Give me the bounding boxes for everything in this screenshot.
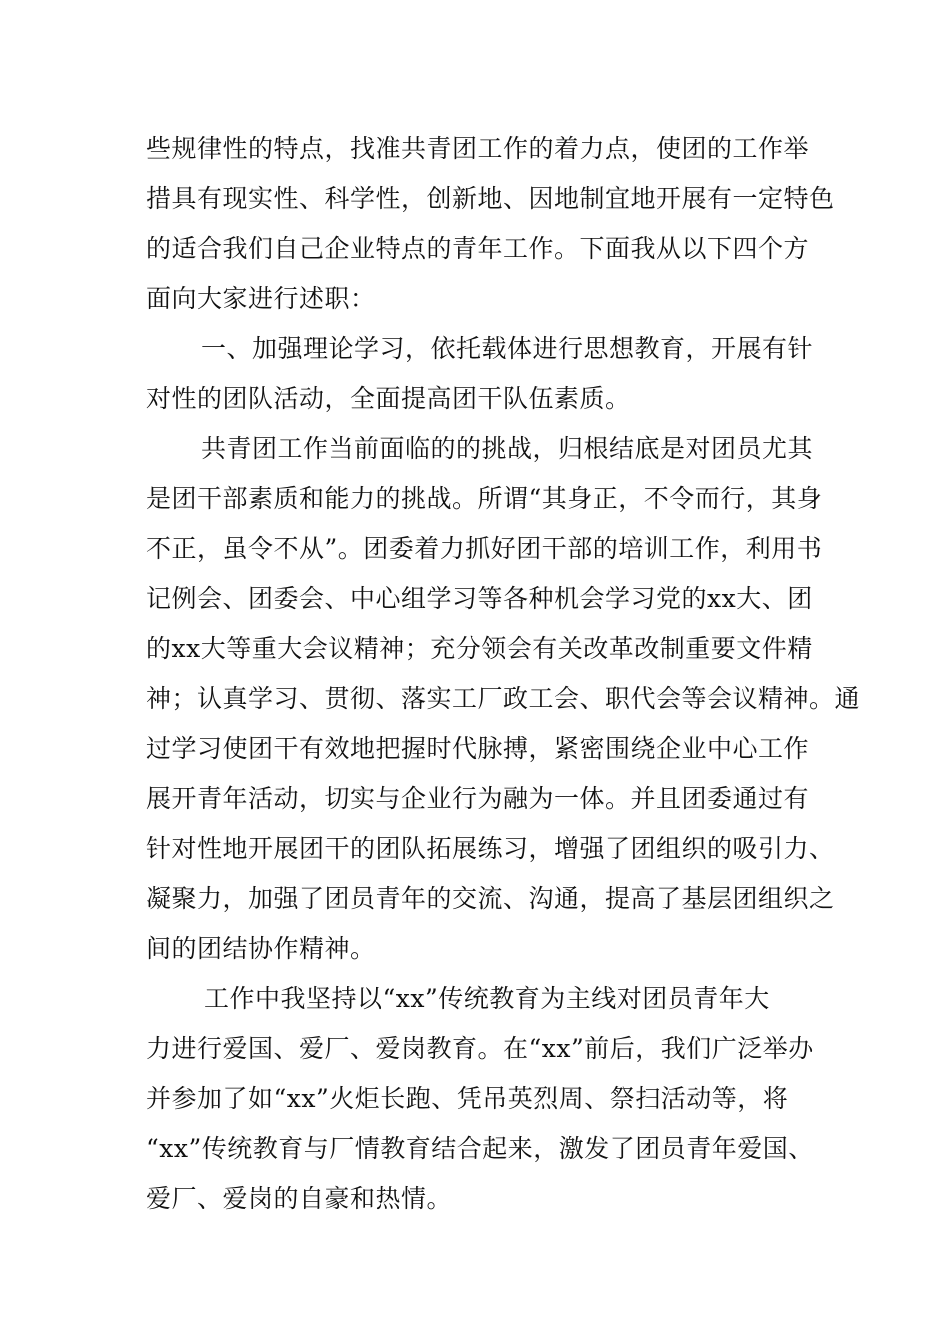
section-heading-line: 一、加强理论学习，依托载体进行思想教育，开展有针 xyxy=(201,334,814,363)
text-line: 针对性地开展团干的团队拓展练习，增强了团组织的吸引力、 xyxy=(146,834,835,863)
text-line: 爱厂、爱岗的自豪和热情。 xyxy=(146,1184,453,1213)
text-line: “xx”传统教育与厂情教育结合起来，激发了团员青年爱国、 xyxy=(146,1134,814,1163)
text-line: 不正，虽令不从”。团委着力抓好团干部的培训工作，利用书 xyxy=(146,534,823,563)
section-heading-line: 对性的团队活动，全面提高团干队伍素质。 xyxy=(146,384,631,413)
text-line: 过学习使团干有效地把握时代脉搏，紧密围绕企业中心工作 xyxy=(146,734,810,763)
text-line: 神；认真学习、贯彻、落实工厂政工会、职代会等会议精神。通 xyxy=(146,684,861,713)
document-body xyxy=(146,124,861,1224)
text-line: 些规律性的特点，找准共青团工作的着力点，使团的工作举 xyxy=(146,134,810,163)
text-line: 展开青年活动，切实与企业行为融为一体。并且团委通过有 xyxy=(146,784,810,813)
text-line: 面向大家进行述职： xyxy=(146,284,376,313)
text-line: 记例会、团委会、中心组学习等各种机会学习党的xx大、团 xyxy=(146,584,813,613)
text-line: 凝聚力，加强了团员青年的交流、沟通，提高了基层团组织之 xyxy=(146,884,835,913)
text-line: 措具有现实性、科学性，创新地、因地制宜地开展有一定特色 xyxy=(146,184,835,213)
text-line: 力进行爱国、爱厂、爱岗教育。在“xx”前后，我们广泛举办 xyxy=(146,1034,814,1063)
text-line: 共青团工作当前面临的的挑战，归根结底是对团员尤其 xyxy=(201,434,814,463)
text-line: 并参加了如“xx”火炬长跑、凭吊英烈周、祭扫活动等，将 xyxy=(146,1084,789,1113)
text-line: 的适合我们自己企业特点的青年工作。下面我从以下四个方 xyxy=(146,234,810,263)
text-line: 间的团结协作精神。 xyxy=(146,934,376,963)
text-line: 的xx大等重大会议精神；充分领会有关改革改制重要文件精 xyxy=(146,634,813,663)
text-line: 工作中我坚持以“xx”传统教育为主线对团员青年大 xyxy=(204,984,770,1013)
text-line: 是团干部素质和能力的挑战。所谓“其身正，不令而行，其身 xyxy=(146,484,823,513)
